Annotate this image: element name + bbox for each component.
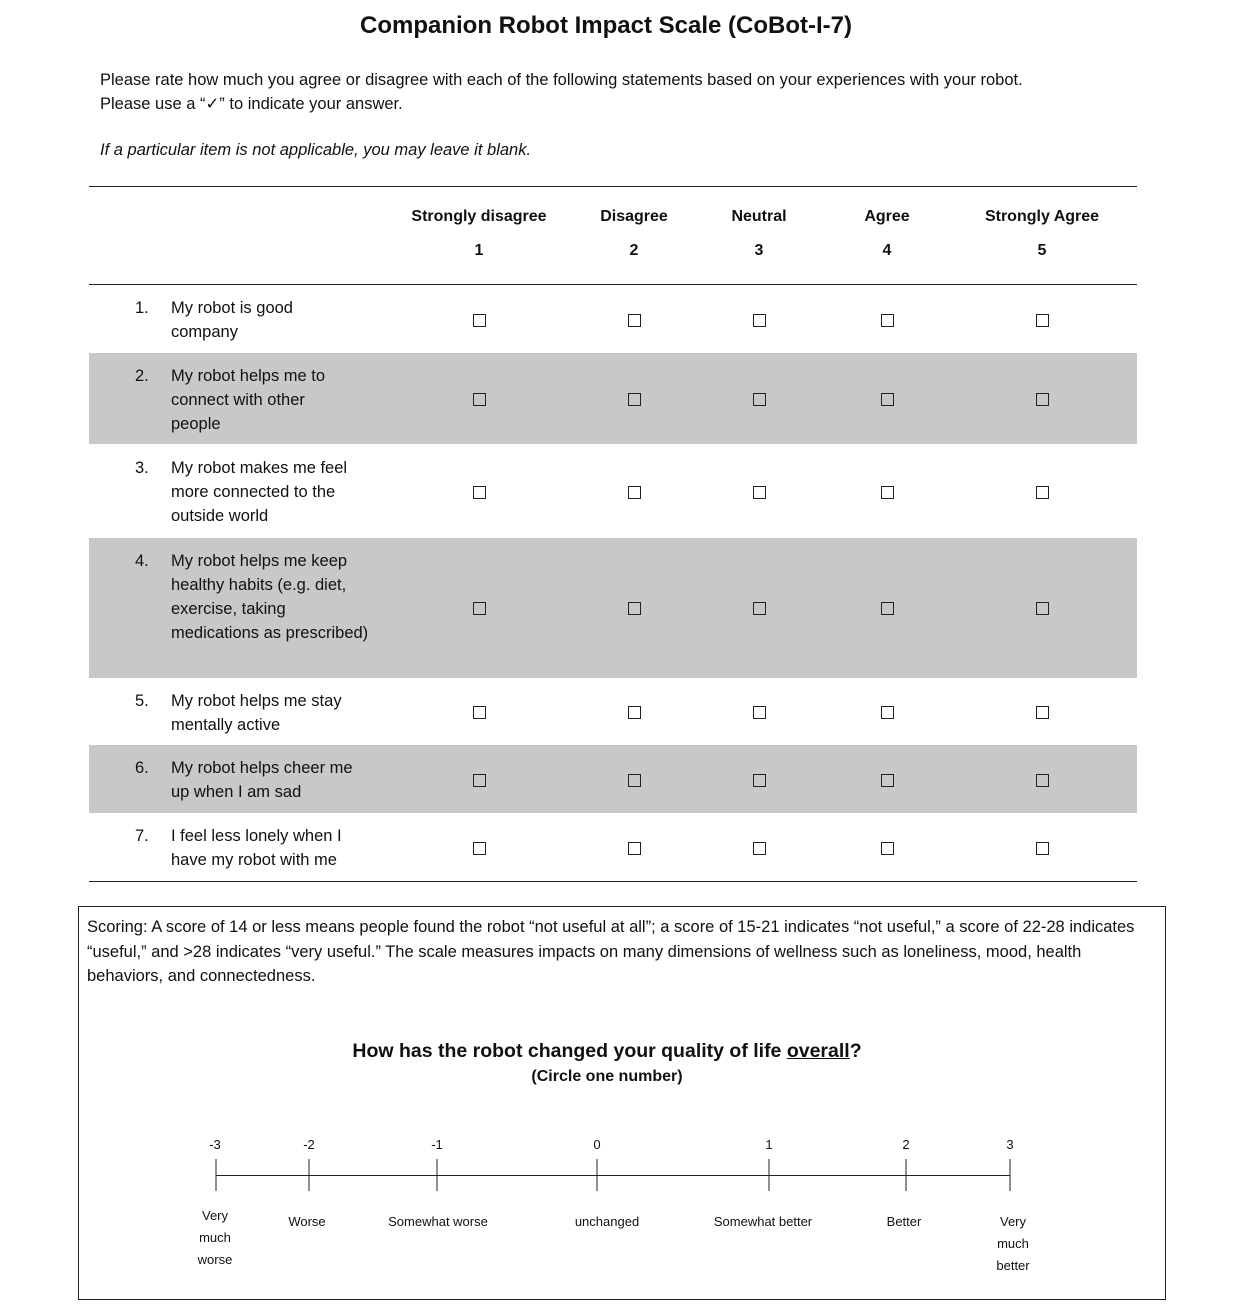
rating-checkbox[interactable] <box>473 486 486 499</box>
scale-tick <box>769 1159 770 1191</box>
table-row <box>89 538 1137 678</box>
circle-instruction: (Circle one number) <box>531 1068 683 1085</box>
rating-checkbox[interactable] <box>628 393 641 406</box>
col-label: Strongly Agree <box>984 208 1100 225</box>
col-label: Agree <box>864 208 910 225</box>
rating-checkbox[interactable] <box>753 314 766 327</box>
rating-checkbox[interactable] <box>753 602 766 615</box>
item-statement: My robot helps me stay mentally active <box>171 692 342 734</box>
rating-checkbox[interactable] <box>473 706 486 719</box>
col-label: Neutral <box>731 208 787 225</box>
rating-checkbox[interactable] <box>1036 774 1049 787</box>
table-bottom-rule <box>89 881 1137 882</box>
rating-checkbox[interactable] <box>753 842 766 855</box>
scale-label: Better <box>886 1214 922 1229</box>
item-statement: My robot is good company <box>171 299 293 341</box>
question-mark: ? <box>849 1040 862 1062</box>
scoring-text: Scoring: A score of 14 or less means people found the robot “not useful at all”; a score of 15-21 indicates “not useful,” a score of 22-28 indicates “useful,” and >28 indicates “very useful.” The scale measures impacts on many dimensions of wellness such as loneliness, mood, health behaviors, and connectedness. <box>87 918 1135 985</box>
table-row <box>89 679 1137 744</box>
scale-label: Very much better <box>996 1214 1030 1273</box>
rating-checkbox[interactable] <box>473 393 486 406</box>
scale-tick <box>597 1159 598 1191</box>
col-value: 1 <box>474 242 484 259</box>
rating-checkbox[interactable] <box>628 602 641 615</box>
scale-number[interactable]: 0 <box>593 1137 601 1152</box>
col-label: Strongly disagree <box>411 208 547 225</box>
item-statement: I feel less lonely when I have my robot with me <box>171 827 342 869</box>
scale-number[interactable]: 2 <box>902 1137 910 1152</box>
rating-checkbox[interactable] <box>1036 706 1049 719</box>
table-row <box>89 814 1137 880</box>
scale-number[interactable]: -3 <box>209 1137 221 1152</box>
item-number: 6. <box>135 759 149 777</box>
scale-label: Somewhat worse <box>388 1214 488 1229</box>
item-number: 4. <box>135 552 149 570</box>
rating-checkbox[interactable] <box>753 774 766 787</box>
rating-checkbox[interactable] <box>881 602 894 615</box>
rating-checkbox[interactable] <box>1036 842 1049 855</box>
scale-label: unchanged <box>574 1214 640 1229</box>
table-row <box>89 353 1137 444</box>
item-number: 5. <box>135 692 149 710</box>
item-number: 3. <box>135 459 149 477</box>
rating-checkbox[interactable] <box>473 314 486 327</box>
item-number: 2. <box>135 367 149 385</box>
question-text: How has the robot changed your quality of life <box>352 1040 787 1062</box>
item-statement: My robot helps me to connect with other people <box>171 367 326 433</box>
item-statement: My robot helps me keep healthy habits (e.g. diet, exercise, taking medications as prescribed) <box>171 552 369 642</box>
rating-checkbox[interactable] <box>753 486 766 499</box>
blank-note: If a particular item is not applicable, you may leave it blank. <box>100 141 532 159</box>
instructions-line-2: Please use a “✓” to indicate your answer. <box>100 95 403 113</box>
scale-tick <box>216 1159 217 1191</box>
table-header-rule <box>89 284 1137 285</box>
scale-label: Worse <box>288 1214 326 1229</box>
col-header-strongly-agree <box>967 208 1117 260</box>
scale-tick <box>437 1159 438 1191</box>
rating-checkbox[interactable] <box>628 842 641 855</box>
col-value: 2 <box>629 242 639 259</box>
scale-label: Very much worse <box>197 1208 233 1267</box>
rating-checkbox[interactable] <box>753 393 766 406</box>
question-emphasis: overall <box>786 1040 850 1062</box>
rating-checkbox[interactable] <box>1036 486 1049 499</box>
col-header-strongly-disagree <box>404 208 554 260</box>
rating-checkbox[interactable] <box>1036 602 1049 615</box>
col-value: 4 <box>882 242 892 259</box>
scoring-box <box>78 906 1166 1300</box>
scale-line <box>216 1175 1010 1176</box>
rating-checkbox[interactable] <box>628 774 641 787</box>
scale-tick <box>309 1159 310 1191</box>
col-label: Disagree <box>600 208 668 225</box>
form-title: Companion Robot Impact Scale (CoBot-I-7) <box>360 12 852 39</box>
col-header-neutral <box>699 208 819 260</box>
scale-label: Somewhat better <box>713 1214 813 1229</box>
scale-tick <box>906 1159 907 1191</box>
rating-checkbox[interactable] <box>628 486 641 499</box>
item-number: 7. <box>135 827 149 845</box>
table-row <box>89 286 1137 352</box>
scale-tick <box>1010 1159 1011 1191</box>
rating-checkbox[interactable] <box>473 774 486 787</box>
rating-checkbox[interactable] <box>881 314 894 327</box>
col-value: 3 <box>754 242 764 259</box>
scale-number[interactable]: -2 <box>303 1137 315 1152</box>
rating-checkbox[interactable] <box>1036 393 1049 406</box>
rating-checkbox[interactable] <box>881 393 894 406</box>
rating-checkbox[interactable] <box>881 486 894 499</box>
rating-checkbox[interactable] <box>1036 314 1049 327</box>
scale-number[interactable]: 1 <box>765 1137 773 1152</box>
rating-checkbox[interactable] <box>473 602 486 615</box>
item-statement: My robot makes me feel more connected to the outside world <box>171 459 348 525</box>
rating-checkbox[interactable] <box>753 706 766 719</box>
col-header-agree <box>827 208 947 260</box>
table-top-rule <box>89 186 1137 187</box>
scale-number[interactable]: 3 <box>1006 1137 1014 1152</box>
rating-checkbox[interactable] <box>881 706 894 719</box>
rating-checkbox[interactable] <box>628 314 641 327</box>
col-value: 5 <box>1037 242 1047 259</box>
rating-checkbox[interactable] <box>628 706 641 719</box>
item-statement: My robot helps cheer me up when I am sad <box>171 759 353 801</box>
col-header-disagree <box>574 208 694 260</box>
scale-number[interactable]: -1 <box>431 1137 443 1152</box>
table-row <box>89 745 1137 813</box>
rating-checkbox[interactable] <box>881 774 894 787</box>
table-row <box>89 445 1137 537</box>
instructions-line-1: Please rate how much you agree or disagree with each of the following statements based on your experiences with your robot. <box>100 71 1023 89</box>
rating-checkbox[interactable] <box>881 842 894 855</box>
item-number: 1. <box>135 299 149 317</box>
rating-checkbox[interactable] <box>473 842 486 855</box>
instructions <box>100 68 1140 116</box>
quality-of-life-question <box>79 1040 1135 1063</box>
